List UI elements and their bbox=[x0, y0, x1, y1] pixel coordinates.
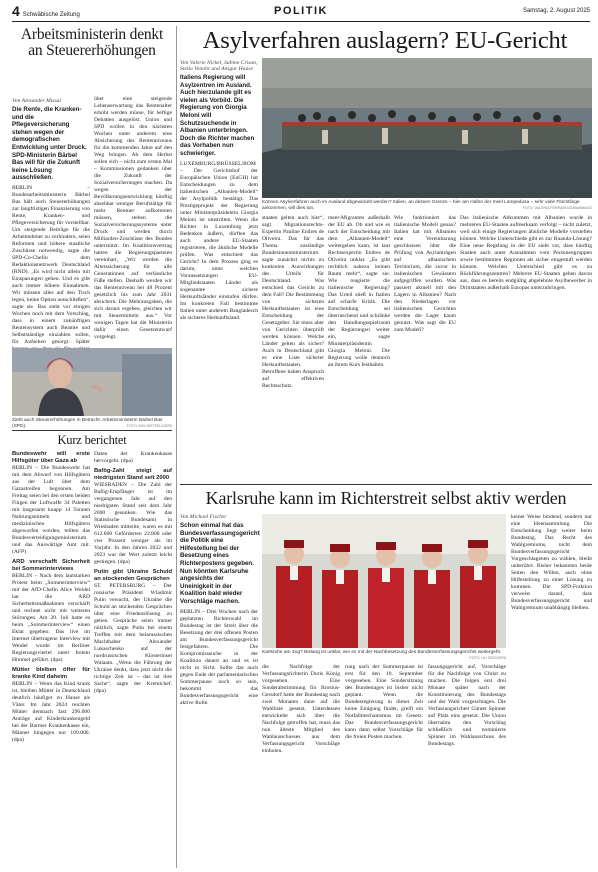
karlsruhe-body-3: rung nach der Sommerpause ist erst für den 10. September vorgesehen. Eine Sondersitzung des Bundestages ist bisher nicht geplant. Wenn die Bundesregierung in dieser Zeit keine Einigung findet, greift ein Notfallmechanismus im Gesetz. Das Bundesverfassungsgericht kann dann selbst Vorschläge für die freien Posten machen. bbox=[345, 664, 423, 740]
karlsruhe-author: Von Michael Fischer bbox=[180, 514, 227, 520]
left-article-body-1: BERLIN – Bundesarbeitsministerin Bärbel Bas hält auch Steuererhöhungen zur langfristigen Finanzierung von Rente, Kranken- und Pflegeversicherung für vorstellbar. Um steigende Beiträge für die Arbeitnehmer zu verhindern, seien Reformen und höhere staatliche Zuschüsse notwendig, sagte die SPD-Co-Chefin dem Redaktionsnetzwerk Deutschland (RND). „Es wird nicht allein mit Einsparungen gehen. Und es gibt auch immer höhere Einnahmen. Wir müssen alles auf den Tisch legen, keine Option ausschließen“, sagte sie. Bas sieht vor einigen Wochen noch mit dem Vorschlag, dass in einem zukünftigen Rentensystem auch Beamte und Selbstständige einzahlen sollen, für Aufsehen gesorgt. Später bbox=[12, 184, 90, 345]
main-col2 bbox=[262, 215, 324, 480]
kurz-item-1-body: BERLIN – Die Bundeswehr hat mit dem Abwurf von Hilfsgütern aus der Luft über dem Gazastreifen begonnen. Am Freitag seien bei den ersten beiden Flügen der Luftwaffe 34 Paletten mit insgesamt knapp 14 Tonnen Nahrungsmitteln und medizinischen Hilfsgütern abgeworfen worden, teilten das Bundesverteidigungsministerium und das Auswärtige Amt mit. (AFP) bbox=[12, 465, 90, 555]
main-lead: Italiens Regierung will Asylzentren im Ausland. Auch hierzulande gilt es vielen als Vorbild. Die Regierung von Giorgia Meloni will Schutzsuchende in Albanien unterbringen. Doch die Richter machen das Vorhaben nun schwieriger. bbox=[180, 74, 255, 157]
karlsruhe-col2 bbox=[262, 664, 340, 866]
judges-caption bbox=[262, 650, 506, 662]
main-body-5: Das italienische Abkommen mit Albanien wurde in mehreren EU-Staaten aufmerksam verfolgt – nicht zuletzt, weil sich einige Regierungen ähnliche Modelle vorstellen können. Welche Unterschiede gibt es zur Ruanda-Lösung? Eine neue Regelung in der EU sieht vor, dass künftig Staaten auch unter Ausnahmen vom Personengruppen sowie bestimmten Regionen als sicher eingestuft werden können. Welchen Unterschied gibt es zu Rückführungszentren? Mehrere EU-Staaten gehen davon aus, dass es bereits endgültig abgelehnte Asylbewerber in Drittstaaten außerhalb Europas unterzubringen. bbox=[460, 215, 592, 291]
kurz-item-3 bbox=[12, 667, 90, 744]
lampedusa-photo-credit: FOTO: VALERIA FERRARO/ZUMA/IMAGO bbox=[522, 205, 592, 210]
kurz-item-2-head: ARD verschafft Sicherheit bei Sommerinterviews bbox=[12, 559, 90, 572]
judges-photo-credit: FOTO: ULI DECK/DPA bbox=[469, 655, 506, 660]
karlsruhe-body-5: keiner Weise bindend, sondern nur eine Ideensammlung. Die Entscheidung liegt weiter beim Bundestag. Das Recht des Wahlgremiums, nicht dem Bundesverfassungsgericht Vorgeschlagenen zu wählen, bleibt unberührt. Bisher bekannten beide Seiten den Willen, auch ohne Hilfestellung zu einer Lösung zu kommen. Die SPD-Fraktion verweist darauf, dass Bundesverfassungsgericht und Wahlgremium unabhängig bleiben. bbox=[511, 514, 592, 611]
main-col5 bbox=[460, 200, 592, 480]
main-article-head bbox=[178, 27, 592, 57]
left-article-author: Von Alexander Missal bbox=[12, 98, 61, 104]
karlsruhe-body-1: BERLIN – Drei Wochen nach der geplatzten Richterwahl im Bundestag ist der Streit über die Besetzung der drei offenen Posten am Bundesverfassungsgericht festgefahren. Die Kompromisssuche in der Koalition dauert an und es ist nicht in Sicht. Sollte das auch gegen Ende der parlamentarischen Sommerpause noch so sein, bekommt das Bundesverfassungsgericht eine aktive Rolle. bbox=[180, 608, 258, 706]
karlsruhe-col5 bbox=[511, 514, 592, 866]
main-article-title: Asylverfahren auslagern? EU-Gericht bbox=[202, 27, 568, 54]
kurz-item-5-body: WIESBADEN – Die Zahl der Bafög-Empfänger ist im vergangenen Jahr auf den niedrigsten Stand seit dem Jahr 2000 gesunken. Wie das Statistische Bundesamt in Wiesbaden mitteilte, waren es mit 612.800 Geförderten 22.800 oder vier Prozent weniger als im Vorjahr. In den Jahren 2022 und 2023 war der Wert zuletzt leicht gestiegen. (dpa) bbox=[94, 482, 172, 565]
bas-photo-credit: FOTO: KAY NIETFELD/DPA bbox=[126, 423, 172, 428]
kurz-item-3-body: BERLIN – Wenn das Kind krank ist, bleiben Mütter in Deutschland deutlich häufiger zu Hause als Väter. Im Jahr 2024 reichten Mütter demnach fast 296.000 Anträge auf Kinderkrankengeld bei der Barmer Krankenkasse ein, Männer hingegen nur 109.000. (dpa) bbox=[12, 681, 90, 743]
karlsruhe-title: Karlsruhe kann im Richterstreit selbst aktiv werden bbox=[205, 488, 567, 508]
judges-caption-text: Karlsruhe am Zug? Bislang ist unklar, wie es mit der Nachbesetzung des Bundesverfassungsgerichts weitergeht. bbox=[262, 650, 502, 655]
bas-photo bbox=[12, 348, 172, 416]
main-body-2: staaten gelten auch hier“, sagt Migrationsrechts-Expertin Pauline Endres de Oliveira. Das für das Thema zuständige Bundesinnenministerium sagte zunächst nichts zu konkreten Auswirkungen des Urteils für Deutschland. Was entschied das Gericht zu dem Fall? Die Bestimmung von sicheren Herkunftsstaaten ist eine Entscheidung der Gesetzgeber. Sie muss aber von Gerichten überprüft werden können. Welche Länder gelten als sicher? Auch in Deutschland gibt es eine Liste sicherer Herkunftsstaaten. Betroffene haben Anspruch auf effektiven Rechtsschutz. bbox=[262, 215, 324, 389]
bas-caption-text: Zieht auch Steuererhöhungen in Betracht: Arbeitsministerin Bärbel Bas (SPD). bbox=[12, 418, 163, 429]
left-article-lead: Die Rente, die Kranken- und die Pflegeversicherung stehen wegen der demografischen Entwicklung unter Druck. SPD-Ministerin Bärbel Bas will für die Zukunft keine Lösung ausschließen. bbox=[12, 106, 87, 182]
kurz-col1 bbox=[12, 451, 90, 865]
issue-date: Samstag, 2. August 2025 bbox=[522, 7, 590, 14]
section-title: POLITIK bbox=[274, 4, 328, 17]
kurz-item-4-body: Daten der Krankenkasse hervorgeht. (dpa) bbox=[94, 451, 172, 464]
left-article-head bbox=[12, 27, 172, 97]
main-body-1: LUXEMBURG/BRÜSSEL/ROM – Der Gerichtshof der Europäischen Union (EuGH) hat Entscheidungen zu dem italienischen „Albanien-Modell“ der Asylpolitik bestätigt. Das Prestigeprojekt der Regierung unter Ministerpräsidentin Giorgia Meloni ist umstritten. Wenn die Richter in Luxemburg jetzt Bedenken äußern, dürften das auch andere EU-Staaten registrieren, die ähnliche Modelle prüfen. Was entschied das Gericht? In dem Prozess ging es darum, unter welchen Voraussetzungen EU-Mitgliedstaaten Länder als sogenannte sichere Herkunftsländer einstufen dürfen. Im konkreten Fall bestimmte Italien unter anderem Bangladesch als sicheres Herkunftsland. bbox=[180, 160, 258, 321]
karlsruhe-body-4: fassungsgericht auf, Vorschläge für die Nachfolge von Christ zu machen. Die folgen erst drei Monate später nach der Konstituierung des Bundestags und der Wahl vorgeschlagen. Die Verfassungsrichter Günter Spinner auf Platz eins gesetzt. Die Union übernahm den Vorschlag schließlich und nominierte Spinner im Wahlausschuss des Bundestags. bbox=[428, 664, 506, 747]
kurz-item-6-head: Putin gibt Ukraine Schuld an stockenden Gesprächen bbox=[94, 569, 172, 582]
page-number: 4 bbox=[12, 2, 20, 19]
judges-photo bbox=[262, 514, 506, 648]
kurz-item-6-body: ST. PETERSBURG – Der russische Präsident Wladimir Putin versucht, der Ukraine die Schuld an stockenden Gesprächen über eine Friedenslösung zu geben. Gespräche seien immer nützlich, sagte Putin bei einem Treffen mit dem belarussischen Machthaber Alexander Lukaschenko auf der nordrussischen Klosterinsel Walaam. „Wenn die Führung der Ukraine denkt, dass jetzt nicht die richtige Zeit ist – das ist ihre Sache“, sagte der Kremlchef. (dpa) bbox=[94, 583, 172, 694]
karlsruhe-col4 bbox=[428, 664, 506, 866]
karlsruhe-head bbox=[180, 488, 592, 510]
main-col4 bbox=[394, 215, 456, 480]
kurz-item-3-head: Mütter bleiben öfter für kranke Kind daheim bbox=[12, 667, 90, 680]
column-divider bbox=[176, 26, 177, 868]
kurz-item-4 bbox=[94, 451, 172, 465]
main-body-3: meer-Migranten außerhalb der EU ab. Ob und wie es nach der Entscheidung mit dem „Albanien-Modell“ weitergehen kann, ist laut Rechtsexpertin Endres de Oliveira unklar. „Es gibt rechtlich nahezu keinen Raum mehr“, sagte sie. Wie reagierte die italienische Regierung? Das Urteil stieß in Italien auf scharfe Kritik. Die Entscheidung sei überraschend und schränke den Handlungsspielraum der Regierungen weiter ein, sagte Ministerpräsidentin Giorgia Meloni. Die Regierung wolle dennoch an ihrem Kurs festhalten. bbox=[328, 215, 390, 368]
kurz-item-1 bbox=[12, 451, 90, 556]
left-article-title: Arbeitsministerin denkt an Steuererhöhungen bbox=[20, 26, 164, 59]
kurz-item-6 bbox=[94, 569, 172, 695]
main-col1 bbox=[180, 58, 258, 480]
kurz-divider bbox=[12, 430, 172, 431]
main-author: Von Valerie Nickel, Sabine Crisan, Stella Venohr und Ansgar Haase bbox=[180, 60, 258, 72]
lampedusa-caption-text: Können Asylverfahren auch im Ausland abgewickelt werden? Italien, an dessen Grenze – hier am Hafen der Insel Lampedusa – sehr viele Flüchtlinge ankommen, will dies tun. bbox=[262, 200, 580, 211]
main-body-4: Wie funktioniert das italienische Modell genau? Italien hat mit Albanien eine Vereinbarung geschlossen über die Prüfung von Asylanträgen auf albanischem Territorium, die zuvor in italienischen Gewässern aufgegriffen wurden. Was passiert aktuell mit den Lagern in Albanien? Nach den Niederlagen vor italienischen Gerichten werden die Lager kaum genutzt. Was sagt die EU zum Modell? bbox=[394, 215, 456, 333]
bas-photo-caption bbox=[12, 418, 172, 430]
kurz-item-1-head: Bundeswehr will erste Hilfsgüter über Gaza ab bbox=[12, 451, 90, 464]
kurz-item-2 bbox=[12, 559, 90, 664]
kurz-item-5-head: Bafög-Zahl steigt auf niedrigsten Stand seit 2000 bbox=[94, 468, 172, 481]
lampedusa-photo bbox=[262, 58, 592, 198]
karlsruhe-lead: Schon einmal hat das Bundesverfassungsgericht die Politik eine Hilfestellung bei der Besetzung eines Richterpostens gegeben. Nun könnten Karlsruhe angesichts der Uneinigkeit in der Koalition bald wieder Vorschläge machen. bbox=[180, 522, 260, 605]
left-article-body-2: über eine steigende Lebenserwartung das Rentenalter erhöht werden müsse, für heftige Debatten ausgelöst. Union und SPD wollen in den nächsten Wochen unter anderem eine Absicherung des Rentenniveaus für die kommenden Jahre auf den Weg bringen. Ab dem Herbst sollen sich – nicht zum ersten Mal – Kommissionen gedanken über die Zukunft der Sozialversicherungen machen. Da wegen der Bevölkerungsentwicklung künftig absehbar weniger Berufstätige für mehr Rentner aufkommen müssen, stehen die Sozialversicherungssysteme unter Druck und werden durch Milliarden-Zuschüsse des Bundes unterstützt. Im Koalitionsvertrag hatten die Regierungsparteien vereinbart, „Wir werden die Alterssicherung für alle Generationen auf verlässliche Füße stellen. Deshalb werden wir das Rentenniveau bei 48 Prozent gesetzlich bis zum Jahr 2031 absichern. Die Mehrausgaben, die sich daraus ergeben, gleichen wir mit Steuermitteln aus.“ Vor wenigen Tagen hat die Ministerin dafür einen Gesetzentwurf vorgelegt. bbox=[94, 96, 172, 340]
kurz-title: Kurz berichtet bbox=[57, 433, 127, 447]
karlsruhe-col3 bbox=[345, 664, 423, 866]
kurz-item-2-body: BERLIN – Nach dem lautstarken Protest beim „Sommerinterview“ mit der AfD-Chefin Alice Weidel hat die ARD Sicherheitsmaßnahmen verschärft und rechnet nicht mit weiteren Störungen. Am 20. Juli hatte es beim „Sommerinterview“ einen Eklat gegeben: Das live im Internet übertragene Interview mit Weidel wurde im Berliner Regierungsviertel unter freiem Himmel geführt. (dpa) bbox=[12, 573, 90, 663]
main-col3 bbox=[328, 215, 390, 480]
kurz-col2 bbox=[94, 451, 172, 865]
kurz-item-5 bbox=[94, 468, 172, 566]
kurz-head bbox=[12, 433, 172, 449]
newspaper-name: Schwäbische Zeitung bbox=[22, 11, 80, 18]
karlsruhe-body-2: die Nachfolge der Verfassungsrichterin Doris König vorgesehen. Eine Sonderabstimmung für Brosius-Gersdorf hatte der Bundestag nach zwei Monaten dann auf die Wahlliste gesetzt. Unterdessen entwickelte sich über die Nachfolge getroffen hat, muss das nun älteste Mitglied des Wahlausschusses aus dem Verfassungsgericht Vorschläge einholen. bbox=[262, 664, 340, 754]
karlsruhe-col1 bbox=[180, 512, 258, 866]
karlsruhe-divider bbox=[180, 484, 592, 485]
page-header bbox=[12, 0, 590, 22]
